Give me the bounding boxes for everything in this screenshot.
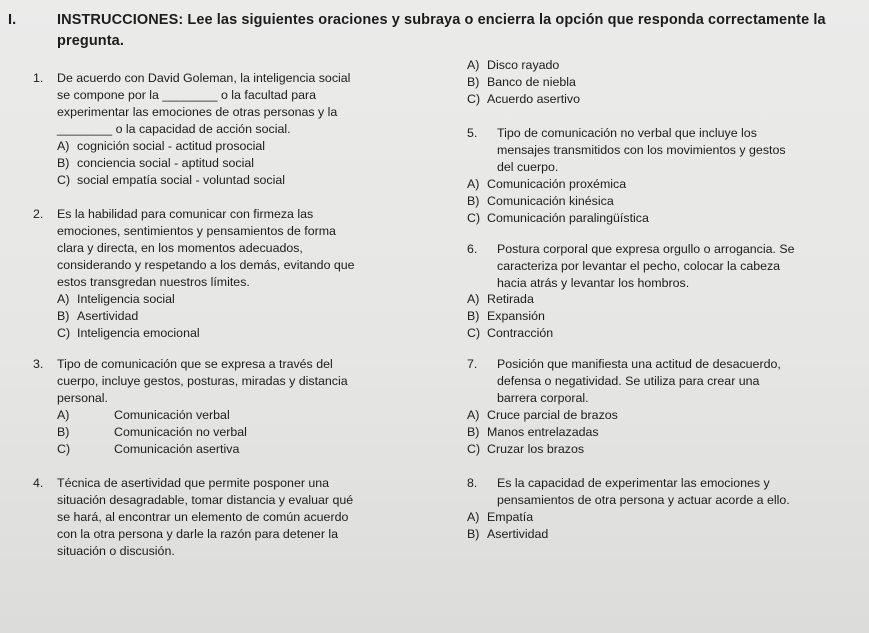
q1-option-c[interactable]	[57, 174, 285, 187]
q6-option-c[interactable]	[467, 327, 553, 340]
q4-line: con la otra persona y darle la razón para detener la	[57, 527, 339, 541]
option-label: A)	[467, 58, 480, 72]
q6-option-b[interactable]	[467, 310, 545, 323]
section-number: I.	[8, 12, 17, 28]
option-text: Banco de niebla	[487, 75, 576, 89]
option-text: Acuerdo asertivo	[487, 92, 580, 106]
q6-line: hacia atrás y levantar los hombros.	[497, 276, 690, 290]
option-text: Inteligencia social	[77, 292, 175, 306]
option-text: Manos entrelazadas	[487, 425, 599, 439]
q6-line: caracteriza por levantar el pecho, colocar la cabeza	[497, 259, 781, 273]
q7-option-a[interactable]	[467, 409, 618, 422]
q1-number: 1.	[33, 71, 44, 85]
q3-line: cuerpo, incluye gestos, posturas, miradas y distancia	[57, 374, 348, 388]
q5-line: Tipo de comunicación no verbal que incluye los	[497, 126, 757, 140]
option-label: A)	[467, 292, 480, 306]
q8-option-a[interactable]	[467, 511, 533, 524]
q4-option-a[interactable]	[467, 59, 559, 72]
option-text: Comunicación kinésica	[487, 194, 614, 208]
option-text: Asertividad	[487, 527, 549, 541]
option-label: B)	[467, 425, 480, 439]
q1-line: se compone por la ________ o la facultad para	[57, 88, 317, 102]
q3-option-a[interactable]	[57, 409, 230, 422]
q3-line: personal.	[57, 391, 108, 405]
option-label: C)	[467, 211, 481, 225]
q7-line: defensa o negatividad. Se utiliza para crear una	[497, 374, 760, 388]
instructions-line-2: pregunta.	[57, 33, 124, 49]
q5-line: mensajes transmitidos con los movimientos y gestos	[497, 143, 786, 157]
option-text: cognición social - actitud prosocial	[77, 139, 266, 153]
q2-line: emociones, sentimientos y pensamientos de forma	[57, 224, 336, 238]
q2-option-c[interactable]	[57, 327, 200, 340]
option-text: Contracción	[487, 326, 554, 340]
q6-option-a[interactable]	[467, 293, 534, 306]
option-text: Retirada	[487, 292, 534, 306]
option-text: conciencia social - aptitud social	[77, 156, 255, 170]
q1-option-a[interactable]	[57, 140, 265, 153]
q3-number: 3.	[33, 357, 44, 371]
q5-option-a[interactable]	[467, 178, 626, 191]
option-label: C)	[57, 442, 71, 456]
option-text: Comunicación paralingüística	[487, 211, 649, 225]
option-text: Disco rayado	[487, 58, 560, 72]
q6-line: Postura corporal que expresa orgullo o arrogancia. Se	[497, 242, 795, 256]
q1-line: De acuerdo con David Goleman, la inteligencia social	[57, 71, 351, 85]
q1-option-b[interactable]	[57, 157, 254, 170]
option-label: B)	[57, 425, 70, 439]
q7-option-c[interactable]	[467, 443, 584, 456]
option-label: C)	[57, 326, 71, 340]
option-text: Cruzar los brazos	[487, 442, 585, 456]
q5-number: 5.	[467, 126, 478, 140]
option-label: B)	[467, 194, 480, 208]
option-label: A)	[467, 177, 480, 191]
q4-line: Técnica de asertividad que permite posponer una	[57, 476, 330, 490]
option-label: C)	[57, 173, 71, 187]
option-label: A)	[57, 139, 70, 153]
q4-line: situación desagradable, tomar distancia y evaluar qué	[57, 493, 354, 507]
q4-line: se hará, al encontrar un elemento de común acuerdo	[57, 510, 349, 524]
option-text: Inteligencia emocional	[77, 326, 200, 340]
q7-number: 7.	[467, 357, 478, 371]
q4-option-c[interactable]	[467, 93, 580, 106]
option-text: Comunicación verbal	[114, 408, 230, 422]
option-label: B)	[467, 309, 480, 323]
q2-line: Es la habilidad para comunicar con firmeza las	[57, 207, 314, 221]
q8-option-b[interactable]	[467, 528, 548, 541]
option-label: B)	[57, 309, 70, 323]
option-label: C)	[467, 326, 481, 340]
option-text: Expansión	[487, 309, 545, 323]
option-label: B)	[467, 75, 480, 89]
q2-option-b[interactable]	[57, 310, 138, 323]
q1-line: experimentar las emociones de otras personas y la	[57, 105, 338, 119]
option-text: Comunicación proxémica	[487, 177, 627, 191]
option-text: Comunicación asertiva	[114, 442, 240, 456]
q3-option-c[interactable]	[57, 443, 239, 456]
option-label: A)	[467, 408, 480, 422]
option-label: C)	[467, 92, 481, 106]
q2-line: estos transgredan nuestros límites.	[57, 275, 250, 289]
option-text: Asertividad	[77, 309, 139, 323]
q2-line: considerando y respetando a los demás, evitando que	[57, 258, 355, 272]
q7-line: Posición que manifiesta una actitud de desacuerdo,	[497, 357, 781, 371]
q4-line: situación o discusión.	[57, 544, 175, 558]
q2-number: 2.	[33, 207, 44, 221]
q2-option-a[interactable]	[57, 293, 175, 306]
q2-line: clara y directa, en los momentos adecuados,	[57, 241, 303, 255]
instructions-line-1: INSTRUCCIONES: Lee las siguientes oraciones y subraya o encierra la opción que responda correctamente la	[57, 12, 826, 28]
option-label: A)	[467, 510, 480, 524]
q4-option-b[interactable]	[467, 76, 576, 89]
q1-line: ________ o la capacidad de acción social.	[57, 122, 291, 136]
q8-line: Es la capacidad de experimentar las emociones y	[497, 476, 770, 490]
q5-option-b[interactable]	[467, 195, 614, 208]
option-label: B)	[467, 527, 480, 541]
option-text: Comunicación no verbal	[114, 425, 247, 439]
option-text: Empatía	[487, 510, 534, 524]
q4-number: 4.	[33, 476, 44, 490]
q5-line: del cuerpo.	[497, 160, 559, 174]
q3-option-b[interactable]	[57, 426, 247, 439]
q5-option-c[interactable]	[467, 212, 649, 225]
option-text: Cruce parcial de brazos	[487, 408, 618, 422]
q8-number: 8.	[467, 476, 478, 490]
option-label: C)	[467, 442, 481, 456]
q7-line: barrera corporal.	[497, 391, 589, 405]
option-label: B)	[57, 156, 70, 170]
q8-line: pensamientos de otra persona y actuar acorde a ello.	[497, 493, 790, 507]
q7-option-b[interactable]	[467, 426, 599, 439]
option-label: A)	[57, 408, 70, 422]
q3-line: Tipo de comunicación que se expresa a través del	[57, 357, 333, 371]
option-label: A)	[57, 292, 70, 306]
option-text: social empatía social - voluntad social	[77, 173, 285, 187]
q6-number: 6.	[467, 242, 478, 256]
